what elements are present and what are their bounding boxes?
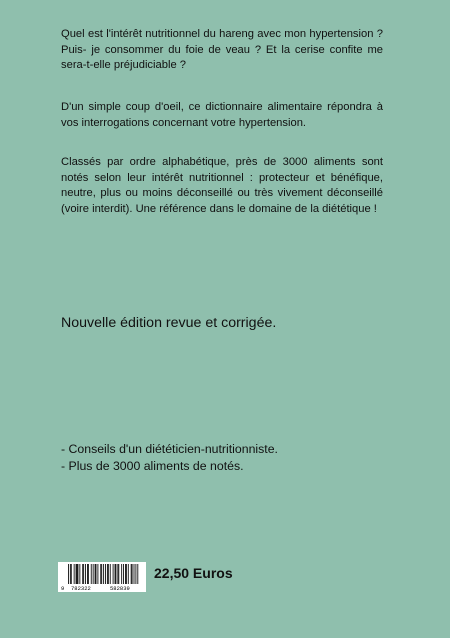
edition-note: Nouvelle édition revue et corrigée. <box>61 315 277 331</box>
classification-paragraph: Classés par ordre alphabétique, près de 3000 aliments sont notés selon leur intérêt nutritionnel : protecteur et bénéfique, neutre, plus ou moins déconseillé ou très vivement déconseillé (voire interdit). Une référence dans le domaine de la diététique ! <box>61 156 383 215</box>
barcode-digits-left: 782322 <box>71 585 91 592</box>
isbn-barcode <box>58 562 146 592</box>
feature-list <box>61 441 278 475</box>
barcode-bars <box>68 564 138 584</box>
intro-questions-paragraph: Quel est l'intérêt nutritionnel du hareng avec mon hypertension ? Puis- je consommer du foie de veau ? Et la cerise confite me sera-t-elle préjudiciable ? <box>61 28 383 72</box>
feature-item: - Conseils d'un diététicien-nutritionniste. <box>61 441 278 458</box>
barcode-digits-right: 582839 <box>110 585 130 592</box>
barcode-digit-first: 9 <box>61 585 65 592</box>
description-paragraph: D'un simple coup d'oeil, ce dictionnaire alimentaire répondra à vos interrogations concernant votre hypertension. <box>61 101 383 129</box>
feature-item: - Plus de 3000 aliments de notés. <box>61 458 278 475</box>
price-label: 22,50 Euros <box>154 565 233 581</box>
